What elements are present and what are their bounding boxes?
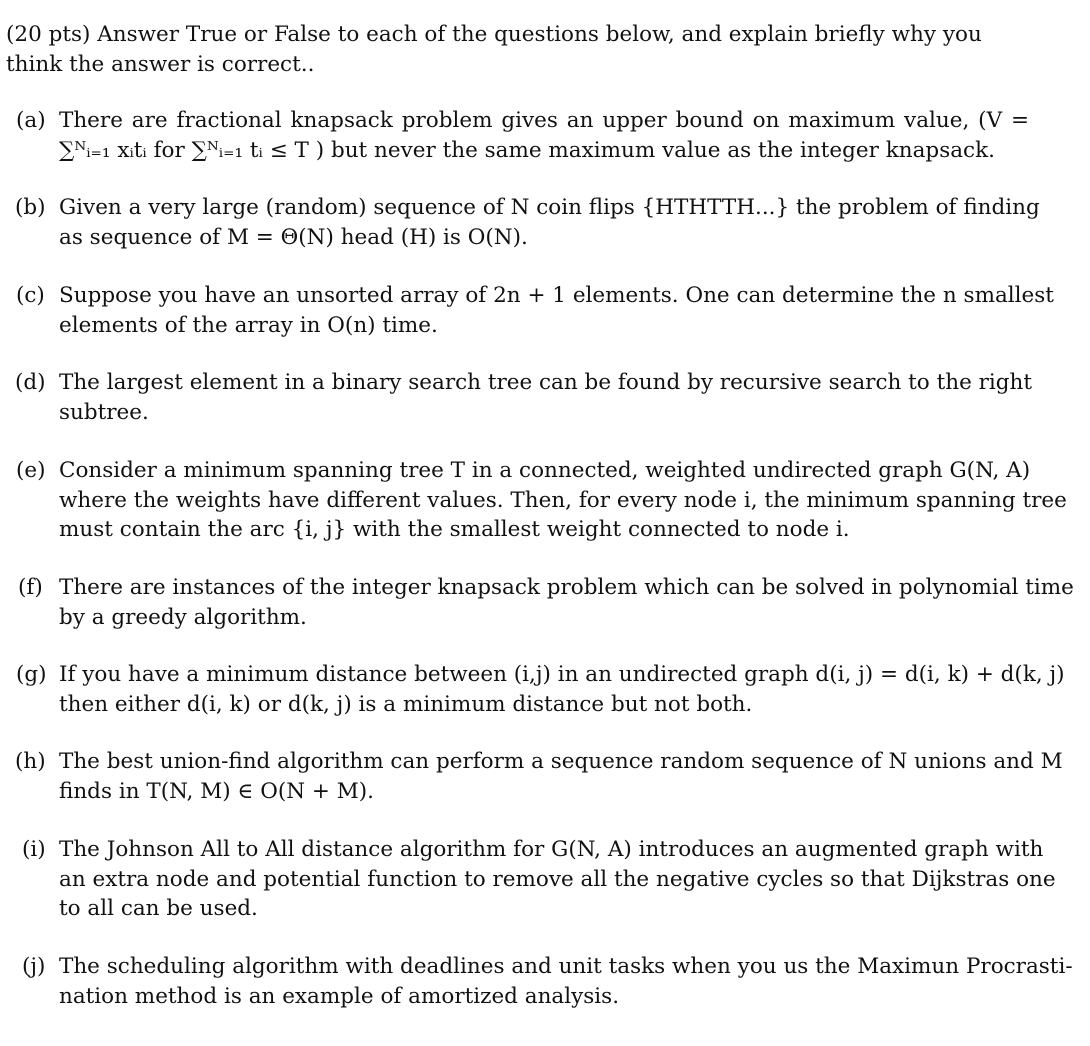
item-body-j bbox=[59, 952, 1073, 1011]
item-c-line-1: Suppose you have an unsorted array of 2n + 1 elements. One can determine the n smallest bbox=[59, 283, 1054, 308]
item-label-j: (j) bbox=[22, 954, 46, 979]
item-i-line-2: an extra node and potential function to remove all the negative cycles so that Dijkstras one bbox=[59, 866, 1056, 892]
item-body-h bbox=[59, 747, 1063, 806]
item-label-e: (e) bbox=[16, 458, 46, 483]
item-f-line-1: There are instances of the integer knapsack problem which can be solved in polynomial time bbox=[59, 575, 1074, 600]
item-i-line-3: to all can be used. bbox=[59, 896, 258, 921]
item-e-line-3: must contain the arc {i, j} with the smallest weight connected to node i. bbox=[59, 517, 850, 542]
item-label-f: (f) bbox=[18, 575, 43, 600]
item-body-b bbox=[59, 193, 1040, 252]
item-body-g bbox=[59, 660, 1065, 719]
item-label-b: (b) bbox=[15, 195, 46, 220]
item-label-h: (h) bbox=[15, 749, 46, 774]
item-j-line-1: The scheduling algorithm with deadlines and unit tasks when you us the Maximun Procrasti- bbox=[59, 954, 1073, 979]
item-i-line-1: The Johnson All to All distance algorithm for G(N, A) introduces an augmented graph with bbox=[59, 837, 1044, 862]
item-f-line-2: by a greedy algorithm. bbox=[59, 604, 307, 630]
item-body-f bbox=[59, 573, 1074, 632]
item-label-d: (d) bbox=[15, 370, 46, 395]
item-d-line-1: The largest element in a binary search tree can be found by recursive search to the right bbox=[59, 370, 1033, 395]
item-body-e bbox=[59, 456, 1067, 545]
item-h-line-2: finds in T(N, M) ∈ O(N + M). bbox=[59, 778, 374, 804]
item-body-a bbox=[59, 106, 1029, 165]
item-body-c bbox=[59, 281, 1054, 340]
item-e-line-2: where the weights have different values. Then, for every node i, the minimum spanning tree bbox=[59, 487, 1067, 513]
item-b-line-1: Given a very large (random) sequence of N coin flips {HTHTTH...} the problem of finding bbox=[59, 195, 1040, 220]
question-intro: (20 pts) Answer True or False to each of the questions below, and explain briefly why you think the answer is correct.. bbox=[6, 22, 982, 77]
item-body-d bbox=[59, 368, 1033, 427]
item-e-line-1: Consider a minimum spanning tree T in a connected, weighted undirected graph G(N, A) bbox=[59, 458, 1031, 483]
item-label-c: (c) bbox=[16, 283, 45, 308]
item-body-i bbox=[59, 835, 1056, 924]
item-a-line-2: ∑ᴺᵢ₌₁ xᵢtᵢ for ∑ᴺᵢ₌₁ tᵢ ≤ T ) but never the same maximum value as the integer knapsack. bbox=[59, 137, 995, 163]
item-h-line-1: The best union-find algorithm can perform a sequence random sequence of N unions and M bbox=[59, 749, 1063, 774]
item-g-line-1: If you have a minimum distance between (i,j) in an undirected graph d(i, j) = d(i, k) + d(k, j) bbox=[59, 662, 1065, 687]
item-b-line-2: as sequence of M = Θ(N) head (H) is O(N). bbox=[59, 224, 528, 250]
item-c-line-2: elements of the array in O(n) time. bbox=[59, 312, 438, 338]
item-d-line-2: subtree. bbox=[59, 399, 149, 425]
item-label-a: (a) bbox=[16, 108, 46, 133]
item-label-g: (g) bbox=[16, 662, 47, 687]
item-label-i: (i) bbox=[22, 837, 46, 862]
item-g-line-2: then either d(i, k) or d(k, j) is a minimum distance but not both. bbox=[59, 691, 753, 717]
item-a-line-1: There are fractional knapsack problem gives an upper bound on maximum value, (V = bbox=[59, 108, 1029, 133]
item-j-line-2: nation method is an example of amortized analysis. bbox=[59, 983, 620, 1009]
